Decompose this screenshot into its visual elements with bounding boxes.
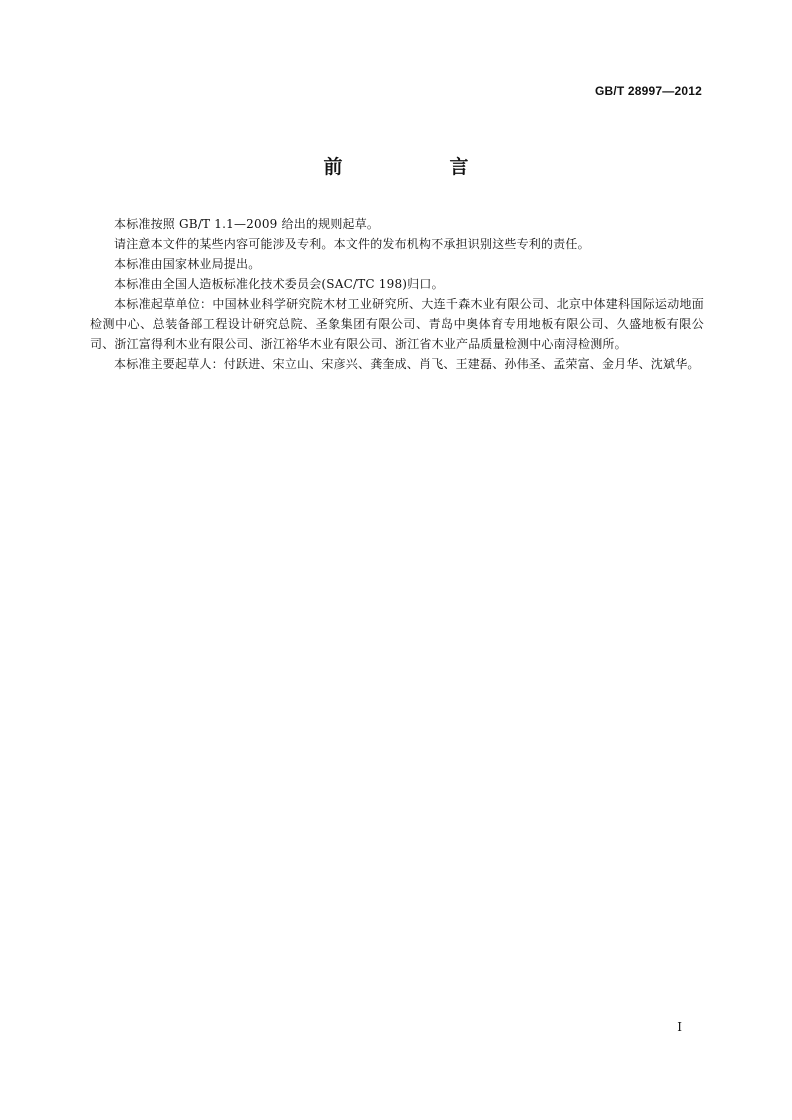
paragraph-proposer: 本标准由国家林业局提出。 (114, 257, 261, 271)
paragraph-technical-committee: 本标准由全国人造板标准化技术委员会(SAC/TC 198)归口。 (114, 277, 444, 291)
paragraph-drafting-rules: 本标准按照 GB/T 1.1—2009 给出的规则起草。 (114, 217, 380, 231)
paragraph-main-drafters: 本标准主要起草人：付跃进、宋立山、宋彦兴、龚奎成、肖飞、王建磊、孙伟圣、孟荣富、金月华、沈斌华。 (114, 357, 700, 371)
paragraph-drafting-organizations: 本标准起草单位：中国林业科学研究院木材工业研究所、大连千森木业有限公司、北京中体建科国际运动地面检测中心、总装备部工程设计研究总院、圣象集团有限公司、青岛中奥体育专用地板有限公司、久盛地板有限公司、浙江富得利木业有限公司、浙江裕华木业有限公司、浙江省木业产品质量检测中心南浔检测所。 (90, 297, 704, 351)
paragraph-patent-notice: 请注意本文件的某些内容可能涉及专利。本文件的发布机构不承担识别这些专利的责任。 (114, 237, 590, 251)
page-number: I (677, 1020, 682, 1034)
page-title: 前 言 (323, 156, 513, 178)
standard-code: GB/T 28997—2012 (594, 84, 702, 98)
foreword-body (90, 214, 704, 374)
